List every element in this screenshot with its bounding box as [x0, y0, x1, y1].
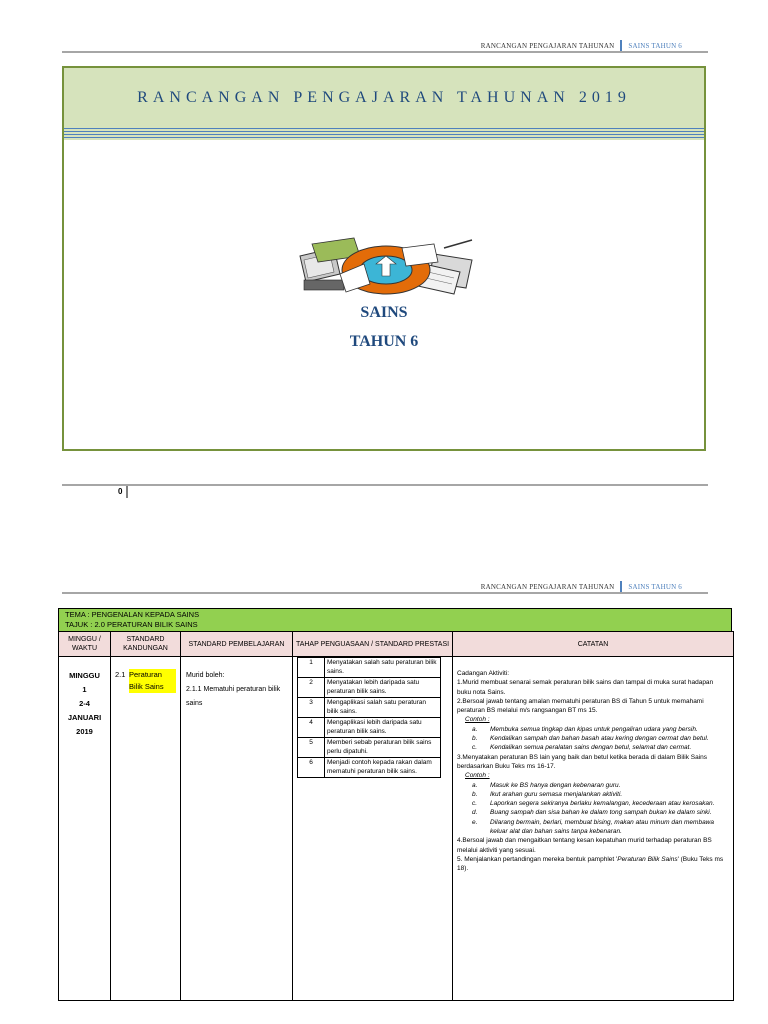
plan-table — [58, 631, 734, 1001]
header-rule — [62, 51, 708, 53]
contoh-label: Contoh : — [465, 716, 490, 724]
catatan-heading: Cadangan Aktiviti: — [457, 670, 510, 677]
header-rule-2 — [62, 592, 708, 594]
tema-bar — [58, 608, 732, 632]
list-item: c. Laporkan segera sekiranya berlaku kemalangan, kecederaan atau kerosakan. — [472, 800, 715, 808]
pembelajaran-intro: Murid boleh: — [186, 672, 225, 679]
header-kandungan: STANDARD KANDUNGAN — [111, 632, 181, 657]
running-header-right: SAINS TAHUN 6 — [628, 42, 682, 50]
catatan-item-5: 5. Menjalankan pertandingan mereka bentuk pamphlet 'Peraturan Bilik Sains' (Buku Teks ms 18). — [457, 855, 724, 873]
page-number: 0 — [118, 487, 123, 496]
catatan-item-1: 1.Murid membuat senarai semak peraturan bilik sains dan tampal di muka surat hadapan buku nota Sains. — [457, 679, 714, 696]
list-item: e. Dilarang bermain, berlari, membuat bising, makan atau minum dan membawa keluar alat dan bahan sains tanpa kebenaran. — [472, 818, 714, 836]
footer-rule — [62, 484, 708, 486]
minggu-cell: MINGGU 1 2-4 JANUARI 2019 — [59, 657, 111, 1001]
tahap-row: 3 Mengaplikasi salah satu peraturan bilik sains. — [298, 698, 441, 718]
list-item: b. Kendalikan sampah dan bahan basah atau kering dengan cermat dan betul. — [472, 735, 709, 743]
tahap-row: 5 Memberi sebab peraturan bilik sains perlu dipatuhi. — [298, 738, 441, 758]
list-item: a. Membuka semua tingkap dan kipas untuk pengaliran udara yang bersih. — [472, 725, 698, 733]
pembelajaran-cell — [181, 657, 293, 1001]
cover-panel — [62, 66, 706, 451]
cover-subject: SAINS — [360, 304, 408, 321]
tahap-row: 4 Mengaplikasi lebih daripada satu peraturan bilik sains. — [298, 718, 441, 738]
catatan-cell — [453, 657, 734, 1001]
tahap-cell — [293, 657, 453, 1001]
tahap-table — [297, 657, 441, 778]
cover-year: TAHUN 6 — [349, 333, 419, 350]
tajuk-text: TAJUK : 2.0 PERATURAN BILIK SAINS — [65, 620, 198, 629]
clipart-recycling-documents-icon — [294, 234, 480, 303]
kandungan-text: Peraturan Bilik Sains — [129, 669, 176, 693]
header-tahap: TAHAP PENGUASAAN / STANDARD PRESTASI — [293, 632, 453, 657]
running-header-left: RANCANGAN PENGAJARAN TAHUNAN — [480, 42, 615, 50]
catatan-item-4: 4.Bersoal jawab dan mengaitkan tentang kesan kepatuhan murid terhadap peraturan BS melalui aktiviti yang sesuai. — [457, 837, 712, 854]
kandungan-cell — [111, 657, 181, 1001]
tema-text: TEMA : PENGENALAN KEPADA SAINS — [65, 610, 200, 619]
title-band — [64, 68, 704, 140]
contoh-label: Contoh : — [465, 772, 490, 780]
kandungan-number: 2.1 — [115, 670, 126, 679]
list-item: d. Buang sampah dan sisa bahan ke dalam tong sampah bukan ke dalam sinki. — [472, 809, 712, 817]
running-header-right: SAINS TAHUN 6 — [628, 583, 682, 591]
catatan-item-2: 2.Bersoal jawab tentang amalan mematuhi peraturan BS di Tahun 5 untuk memahami peraturan BS melalui m/s rangsangan BT ms 15. — [457, 697, 704, 715]
catatan-item-3: 3.Menyatakan peraturan BS lain yang baik dan betul ketika berada di dalam Bilik Sains berdasarkan Buku Teks ms 16-17. — [457, 753, 708, 770]
tahap-row: 1 Menyatakan salah satu peraturan bilik sains. — [298, 658, 441, 678]
header-minggu: MINGGU / WAKTU — [59, 632, 111, 657]
cover-title: RANCANGAN PENGAJARAN TAHUNAN 2019 — [137, 89, 631, 106]
list-item: c. Kendalikan semua peralatan sains dengan betul, selamat dan cermat. — [472, 744, 692, 752]
header-catatan: CATATAN — [453, 632, 734, 657]
header-pembelajaran: STANDARD PEMBELAJARAN — [181, 632, 293, 657]
tahap-row: 6 Menjadi contoh kepada rakan dalam mematuhi peraturan bilik sains. — [298, 758, 441, 778]
list-item: b. Ikut arahan guru semasa menjalankan aktiviti. — [472, 790, 623, 798]
pembelajaran-item: 2.1.1 Mematuhi peraturan bilik sains — [186, 686, 281, 707]
list-item: a. Masuk ke BS hanya dengan kebenaran guru. — [472, 781, 621, 789]
running-header-left: RANCANGAN PENGAJARAN TAHUNAN — [480, 583, 615, 591]
tahap-row: 2 Menyatakan lebih daripada satu peraturan bilik sains. — [298, 678, 441, 698]
